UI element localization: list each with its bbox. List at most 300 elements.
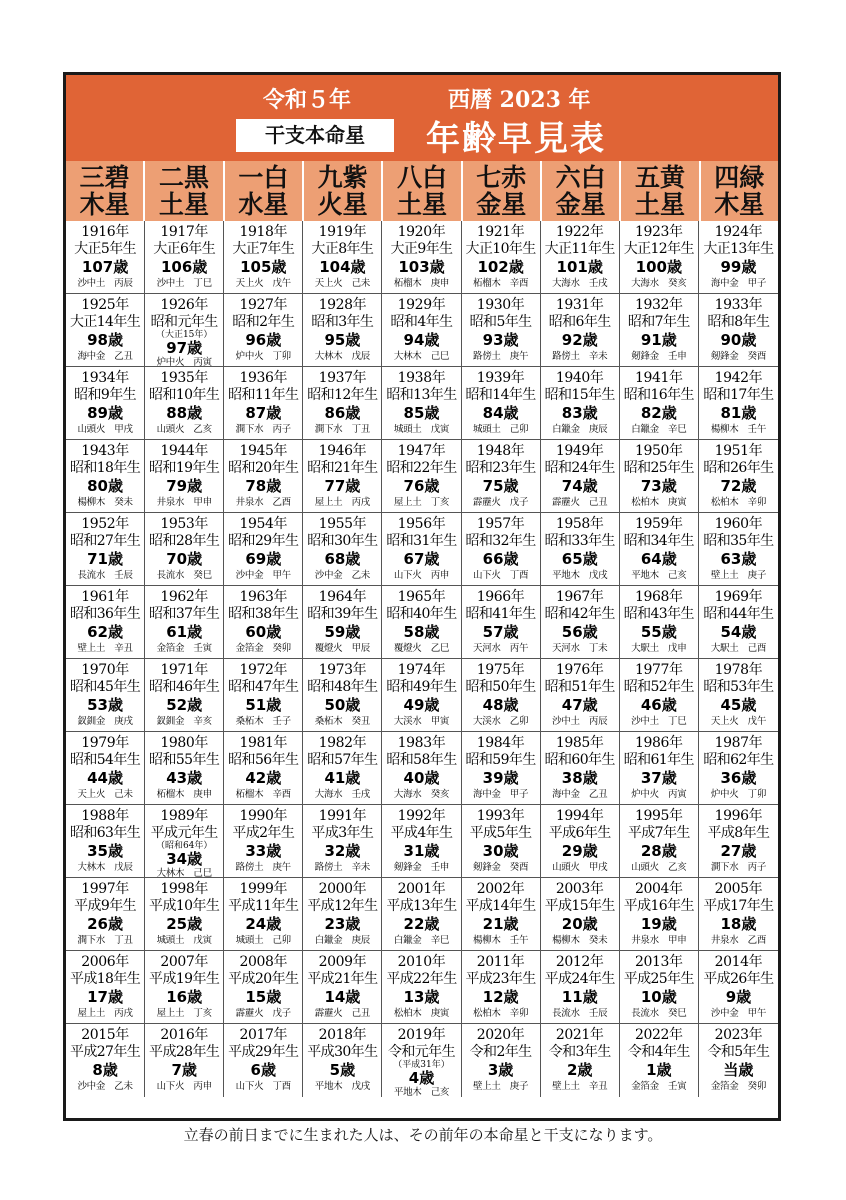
year-cell <box>66 659 145 732</box>
year-cell <box>382 951 461 1024</box>
birth-year: 1928年 <box>318 297 367 313</box>
era-year: 令和4年生 <box>627 1044 690 1060</box>
year-cell <box>699 586 778 659</box>
year-cell <box>620 1024 699 1097</box>
era-year: 昭和44年生 <box>703 606 774 622</box>
year-cell <box>224 951 303 1024</box>
birth-year: 1995年 <box>635 808 683 824</box>
kanshi-label: 大駅土 戊申 <box>631 643 687 654</box>
kanshi-label: 白鑞金 辛巳 <box>631 424 687 435</box>
age-value: 1歳 <box>646 1061 672 1079</box>
birth-year: 2015年 <box>81 1027 129 1043</box>
birth-year: 2019年 <box>397 1027 446 1043</box>
era-year: 平成21年生 <box>307 971 378 987</box>
kanshi-label: 松柏木 庚寅 <box>393 1008 450 1019</box>
western-year: 西暦 2023 年 <box>448 87 591 113</box>
eto-label: 干支本命星 <box>236 119 394 152</box>
birth-year: 1959年 <box>635 516 683 532</box>
birth-year: 1934年 <box>81 370 129 386</box>
kanshi-label: 大渓水 乙卯 <box>473 716 529 727</box>
year-cell <box>541 878 620 951</box>
star-element: 水星 <box>238 190 289 219</box>
era-year: 平成23年生 <box>465 971 536 987</box>
age-value: 44歳 <box>87 769 123 787</box>
kanshi-label: 井泉水 甲申 <box>156 497 212 508</box>
age-value: 39歳 <box>482 769 519 787</box>
kanshi-label: 金箔金 癸卯 <box>710 1081 767 1092</box>
birth-year: 2023年 <box>714 1027 763 1043</box>
year-cell <box>541 732 620 805</box>
birth-year: 1963年 <box>239 589 288 605</box>
birth-year: 2016年 <box>160 1027 208 1043</box>
year-cell <box>462 221 541 294</box>
era-year: 大正11年生 <box>544 241 615 257</box>
star-header <box>223 161 302 221</box>
kanshi-label: 屋上土 丙戌 <box>77 1008 133 1019</box>
kanshi-label: 壁上土 庚子 <box>710 570 767 581</box>
year-cell <box>620 294 699 367</box>
kanshi-label: 松柏木 辛卯 <box>710 497 767 508</box>
kanshi-label: 大海水 癸亥 <box>631 278 687 289</box>
birth-year: 1919年 <box>318 224 367 240</box>
birth-year: 1962年 <box>160 589 208 605</box>
kanshi-label: 澗下水 丙子 <box>235 424 291 435</box>
year-cell <box>66 732 145 805</box>
year-cell <box>382 294 461 367</box>
kanshi-label: 壁上土 辛丑 <box>552 1081 608 1092</box>
era-year: 昭和41年生 <box>465 606 536 622</box>
kanshi-label: 長流水 癸巳 <box>631 1008 687 1019</box>
kanshi-label: 霹靂火 己丑 <box>314 1008 370 1019</box>
birth-year: 1929年 <box>397 297 446 313</box>
birth-year: 1967年 <box>555 589 604 605</box>
era-year: 昭和13年生 <box>386 387 457 403</box>
era-year: 平成10年生 <box>149 898 220 914</box>
era-year: 平成26年生 <box>703 971 774 987</box>
kanshi-label: 城頭土 己卯 <box>235 935 291 946</box>
age-value: 33歳 <box>245 842 282 860</box>
era-year: 昭和49年生 <box>386 679 457 695</box>
era-year: 昭和30年生 <box>307 533 378 549</box>
year-cell <box>66 513 145 586</box>
age-value: 35歳 <box>87 842 123 860</box>
year-cell <box>224 805 303 878</box>
year-cell <box>541 1024 620 1097</box>
era-year: 昭和47年生 <box>228 679 299 695</box>
birth-year: 1941年 <box>635 370 683 386</box>
year-cell <box>541 367 620 440</box>
birth-year: 1987年 <box>714 735 763 751</box>
kanshi-label: 山下火 丙申 <box>393 570 450 581</box>
birth-year: 1985年 <box>555 735 604 751</box>
age-value: 当歳 <box>723 1061 754 1079</box>
year-cell <box>541 440 620 513</box>
era-year: 平成17年生 <box>703 898 774 914</box>
era-year: 昭和16年生 <box>623 387 694 403</box>
age-value: 72歳 <box>720 477 757 495</box>
era-year: 昭和元年生 <box>150 314 218 330</box>
birth-year: 2010年 <box>397 954 446 970</box>
age-value: 19歳 <box>640 915 677 933</box>
age-value: 7歳 <box>171 1061 197 1079</box>
kanshi-label: 炉中火 丁卯 <box>235 351 291 362</box>
era-year: 昭和3年生 <box>311 314 374 330</box>
year-cell <box>66 878 145 951</box>
kanshi-label: 剱鋒金 癸酉 <box>710 351 767 362</box>
year-cell <box>699 221 778 294</box>
kanshi-label: 覆燈火 甲辰 <box>314 643 370 654</box>
kanshi-label: 長流水 癸巳 <box>156 570 212 581</box>
birth-year: 1939年 <box>476 370 525 386</box>
era-year: 昭和11年生 <box>228 387 299 403</box>
era-year: 平成3年生 <box>311 825 374 841</box>
age-value: 42歳 <box>245 769 282 787</box>
age-value: 96歳 <box>245 331 282 349</box>
star-element: 土星 <box>634 190 685 219</box>
era-year: 大正10年生 <box>465 241 536 257</box>
kanshi-label: 金箔金 壬寅 <box>156 643 212 654</box>
kanshi-label: 城頭土 己卯 <box>473 424 529 435</box>
year-cell <box>303 878 382 951</box>
year-cell <box>303 805 382 878</box>
year-cell <box>699 805 778 878</box>
era-year: 平成9年生 <box>74 898 137 914</box>
era-year: 昭和14年生 <box>465 387 536 403</box>
year-cell <box>224 367 303 440</box>
birth-year: 1945年 <box>239 443 288 459</box>
year-cell <box>699 440 778 513</box>
age-value: 91歳 <box>640 331 677 349</box>
kanshi-label: 山頭火 乙亥 <box>156 424 212 435</box>
kanshi-label: 城頭土 戊寅 <box>156 935 212 946</box>
era-year: 平成2年生 <box>232 825 295 841</box>
birth-year: 2022年 <box>635 1027 683 1043</box>
birth-year: 1952年 <box>81 516 129 532</box>
era-year: 平成28年生 <box>149 1044 220 1060</box>
birth-year: 2008年 <box>239 954 288 970</box>
kanshi-label: 沙中金 甲午 <box>235 570 291 581</box>
kanshi-label: 海中金 甲子 <box>473 789 529 800</box>
age-value: 101歳 <box>556 258 603 276</box>
birth-year: 1983年 <box>397 735 446 751</box>
kanshi-label: 桑柘木 壬子 <box>235 716 291 727</box>
era-year: 平成14年生 <box>465 898 536 914</box>
era-year: 平成13年生 <box>386 898 457 914</box>
star-header <box>66 161 143 221</box>
year-cell <box>699 732 778 805</box>
era-year: 昭和53年生 <box>703 679 774 695</box>
year-cell <box>303 951 382 1024</box>
birth-year: 1992年 <box>397 808 446 824</box>
birth-year: 1989年 <box>160 808 208 824</box>
birth-year: 1923年 <box>635 224 683 240</box>
kanshi-label: 天上火 戊午 <box>710 716 767 727</box>
birth-year: 1993年 <box>476 808 525 824</box>
birth-year: 1938年 <box>397 370 446 386</box>
era-year: 昭和22年生 <box>386 460 457 476</box>
year-cell <box>224 586 303 659</box>
year-cell <box>145 367 224 440</box>
birth-year: 1922年 <box>555 224 604 240</box>
kanshi-label: 山頭火 甲戌 <box>552 862 608 873</box>
age-value: 16歳 <box>166 988 203 1006</box>
era-year: 平成11年生 <box>228 898 299 914</box>
age-value: 99歳 <box>720 258 757 276</box>
era-year: 昭和57年生 <box>307 752 378 768</box>
era-year: 昭和7年生 <box>627 314 690 330</box>
era-year: 昭和62年生 <box>703 752 774 768</box>
era-year: 昭和35年生 <box>703 533 774 549</box>
age-value: 67歳 <box>403 550 440 568</box>
age-value: 28歳 <box>640 842 677 860</box>
year-cell <box>382 221 461 294</box>
kanshi-label: 天河水 丁未 <box>552 643 608 654</box>
birth-year: 2011年 <box>476 954 525 970</box>
age-value: 26歳 <box>87 915 123 933</box>
age-value: 79歳 <box>166 477 203 495</box>
birth-year: 1960年 <box>714 516 763 532</box>
age-value: 57歳 <box>482 623 519 641</box>
age-value: 58歳 <box>403 623 440 641</box>
era-year: 昭和40年生 <box>386 606 457 622</box>
kanshi-label: 山下火 丙申 <box>156 1081 212 1092</box>
year-cell <box>462 586 541 659</box>
kanshi-label: 楊柳木 壬午 <box>473 935 529 946</box>
age-value: 22歳 <box>403 915 440 933</box>
age-value: 104歳 <box>319 258 366 276</box>
era-year: 大正12年生 <box>623 241 694 257</box>
birth-year: 2006年 <box>81 954 129 970</box>
birth-year: 1937年 <box>318 370 367 386</box>
year-cell <box>224 659 303 732</box>
star-header <box>461 161 540 221</box>
kanshi-label: 沙中土 丁巳 <box>156 278 212 289</box>
kanshi-label: 山下火 丁酉 <box>235 1081 291 1092</box>
kanshi-label: 楊柳木 癸未 <box>552 935 608 946</box>
star-header <box>381 161 460 221</box>
age-value: 107歳 <box>81 258 129 276</box>
era-year: 令和3年生 <box>548 1044 611 1060</box>
kanshi-label: 沙中金 甲午 <box>710 1008 767 1019</box>
kanshi-label: 楊柳木 壬午 <box>710 424 767 435</box>
kanshi-label: 海中金 乙丑 <box>552 789 608 800</box>
birth-year: 1955年 <box>318 516 367 532</box>
era-year: 平成7年生 <box>627 825 690 841</box>
kanshi-label: 壁上土 庚子 <box>473 1081 529 1092</box>
birth-year: 2001年 <box>397 881 446 897</box>
age-value: 31歳 <box>403 842 440 860</box>
age-value: 54歳 <box>720 623 757 641</box>
kanshi-label: 釵釧金 辛亥 <box>156 716 212 727</box>
year-cell <box>541 805 620 878</box>
age-value: 30歳 <box>482 842 519 860</box>
era-year: 昭和2年生 <box>232 314 295 330</box>
age-value: 20歳 <box>561 915 598 933</box>
birth-year: 1921年 <box>476 224 525 240</box>
era-year: 昭和12年生 <box>307 387 378 403</box>
birth-year: 2013年 <box>635 954 683 970</box>
kanshi-label: 白鑞金 庚辰 <box>552 424 608 435</box>
year-cell <box>462 513 541 586</box>
era-year: 平成4年生 <box>390 825 453 841</box>
birth-year: 1997年 <box>81 881 129 897</box>
birth-year: 1969年 <box>714 589 763 605</box>
kanshi-label: 海中金 甲子 <box>710 278 767 289</box>
kanshi-label: 炉中火 丁卯 <box>710 789 767 800</box>
era-year: 平成20年生 <box>228 971 299 987</box>
kanshi-label: 大渓水 甲寅 <box>393 716 450 727</box>
era-year: 昭和27年生 <box>69 533 141 549</box>
age-value: 43歳 <box>166 769 203 787</box>
era-year: 令和5年生 <box>707 1044 770 1060</box>
age-value: 106歳 <box>161 258 208 276</box>
birth-year: 1988年 <box>81 808 129 824</box>
age-value: 102歳 <box>477 258 524 276</box>
era-year: 昭和6年生 <box>548 314 611 330</box>
birth-year: 1940年 <box>555 370 604 386</box>
kanshi-label: 路傍土 辛未 <box>314 862 370 873</box>
era-year: 昭和24年生 <box>544 460 615 476</box>
star-header <box>302 161 381 221</box>
era-year: 昭和33年生 <box>544 533 615 549</box>
age-value: 60歳 <box>245 623 282 641</box>
kanshi-label: 釵釧金 庚戌 <box>77 716 133 727</box>
year-cell <box>699 878 778 951</box>
birth-year: 2017年 <box>239 1027 288 1043</box>
star-header-row <box>66 161 778 221</box>
kanshi-label: 沙中土 丙辰 <box>552 716 608 727</box>
era-year: 昭和28年生 <box>149 533 220 549</box>
star-name: 五黄 <box>634 163 685 192</box>
age-value: 88歳 <box>166 404 203 422</box>
birth-year: 1975年 <box>476 662 525 678</box>
kanshi-label: 剱鋒金 壬申 <box>393 862 450 873</box>
birth-year: 1978年 <box>714 662 763 678</box>
age-value: 68歳 <box>324 550 361 568</box>
age-value: 100歳 <box>635 258 682 276</box>
star-name: 八白 <box>396 163 447 192</box>
kanshi-label: 平地木 己亥 <box>631 570 687 581</box>
kanshi-label: 屋上土 丁亥 <box>156 1008 212 1019</box>
age-value: 62歳 <box>87 623 123 641</box>
birth-year: 1927年 <box>239 297 288 313</box>
age-value: 36歳 <box>720 769 757 787</box>
age-value: 95歳 <box>324 331 361 349</box>
birth-year: 1970年 <box>81 662 129 678</box>
birth-year: 2021年 <box>555 1027 604 1043</box>
birth-year: 1998年 <box>160 881 208 897</box>
birth-year: 1948年 <box>476 443 525 459</box>
birth-year: 1994年 <box>555 808 604 824</box>
era-year: 平成30年生 <box>307 1044 378 1060</box>
birth-year: 1966年 <box>476 589 525 605</box>
age-value: 82歳 <box>640 404 677 422</box>
kanshi-label: 路傍土 庚午 <box>473 351 529 362</box>
year-cell <box>620 878 699 951</box>
age-value: 81歳 <box>720 404 757 422</box>
era-year: 平成15年生 <box>544 898 615 914</box>
year-cell <box>620 440 699 513</box>
birth-year: 1935年 <box>160 370 208 386</box>
era-year: 昭和29年生 <box>228 533 299 549</box>
year-cell <box>145 586 224 659</box>
birth-year: 2002年 <box>476 881 525 897</box>
era-year: 平成18年生 <box>69 971 141 987</box>
year-cell <box>224 221 303 294</box>
kanshi-label: 桑柘木 癸丑 <box>314 716 370 727</box>
year-cell <box>382 805 461 878</box>
birth-year: 1942年 <box>714 370 763 386</box>
kanshi-label: 大林木 己巳 <box>393 351 450 362</box>
kanshi-label: 天上火 戊午 <box>235 278 291 289</box>
year-cell <box>462 1024 541 1097</box>
year-cell <box>699 367 778 440</box>
kanshi-label: 山下火 丁酉 <box>473 570 529 581</box>
kanshi-label: 平地木 己亥 <box>393 1087 450 1097</box>
birth-year: 1984年 <box>476 735 525 751</box>
era-year: 昭和21年生 <box>307 460 378 476</box>
era-year: 昭和17年生 <box>703 387 774 403</box>
age-value: 61歳 <box>166 623 203 641</box>
era-year: 昭和32年生 <box>465 533 536 549</box>
era-year: 昭和23年生 <box>465 460 536 476</box>
kanshi-label: 壁上土 辛丑 <box>77 643 133 654</box>
birth-year: 1918年 <box>239 224 288 240</box>
age-value: 56歳 <box>561 623 598 641</box>
year-cell <box>224 294 303 367</box>
reiwa-year: 令和５年 <box>263 87 352 113</box>
birth-year: 1957年 <box>476 516 525 532</box>
era-year: 昭和63年生 <box>69 825 141 841</box>
age-value: 90歳 <box>720 331 757 349</box>
birth-year: 2020年 <box>476 1027 525 1043</box>
era-year: 昭和36年生 <box>69 606 141 622</box>
age-value: 50歳 <box>324 696 361 714</box>
birth-year: 1916年 <box>81 224 129 240</box>
era-year: 平成27年生 <box>69 1044 141 1060</box>
year-cell <box>145 294 224 367</box>
year-cell <box>224 513 303 586</box>
kanshi-label: 白鑞金 庚辰 <box>314 935 370 946</box>
kanshi-label: 海中金 乙丑 <box>77 351 133 362</box>
birth-year: 1933年 <box>714 297 763 313</box>
star-header <box>699 161 778 221</box>
star-name: 二黒 <box>158 163 209 192</box>
year-cell <box>541 294 620 367</box>
year-cell <box>66 1024 145 1097</box>
birth-year: 1977年 <box>635 662 683 678</box>
kanshi-label: 澗下水 丙子 <box>710 862 767 873</box>
year-cell <box>303 659 382 732</box>
era-year: 平成25年生 <box>623 971 694 987</box>
year-cell <box>66 221 145 294</box>
year-cell <box>66 367 145 440</box>
footer-note: 立春の前日までに生まれた人は、その前年の本命星と干支になります。 <box>183 1126 663 1144</box>
era-year: 昭和31年生 <box>386 533 457 549</box>
year-cell <box>382 878 461 951</box>
kanshi-label: 屋上土 丙戌 <box>314 497 370 508</box>
age-value: 49歳 <box>403 696 440 714</box>
era-year: 昭和45年生 <box>69 679 141 695</box>
kanshi-label: 井泉水 甲申 <box>631 935 687 946</box>
era-year: 昭和25年生 <box>623 460 694 476</box>
year-cell <box>66 440 145 513</box>
age-value: 24歳 <box>245 915 282 933</box>
kanshi-label: 炉中火 丙寅 <box>156 357 212 367</box>
era-year: 昭和9年生 <box>74 387 137 403</box>
star-name: 九紫 <box>317 163 368 192</box>
kanshi-label: 白鑞金 辛巳 <box>393 935 450 946</box>
